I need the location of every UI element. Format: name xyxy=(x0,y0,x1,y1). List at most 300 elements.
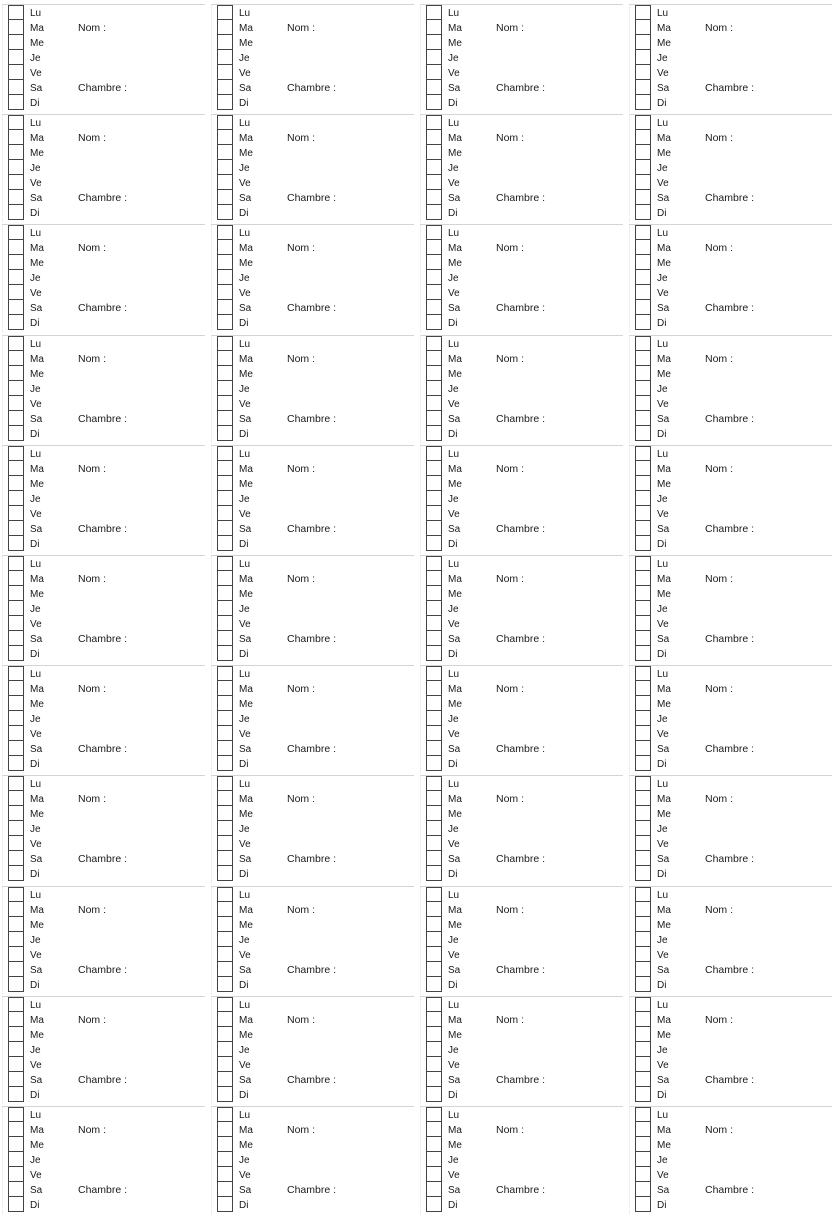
day-checkbox[interactable] xyxy=(9,1057,23,1072)
day-checkbox[interactable] xyxy=(636,1107,650,1122)
day-checkbox[interactable] xyxy=(636,225,650,240)
day-checkbox[interactable] xyxy=(636,1182,650,1197)
day-checkbox[interactable] xyxy=(9,1042,23,1057)
day-checkbox[interactable] xyxy=(427,836,441,851)
day-checkbox[interactable] xyxy=(427,115,441,130)
day-checkbox[interactable] xyxy=(427,50,441,65)
day-checkbox[interactable] xyxy=(9,225,23,240)
day-checkbox[interactable] xyxy=(427,476,441,491)
day-checkbox[interactable] xyxy=(9,741,23,756)
day-checkbox[interactable] xyxy=(427,366,441,381)
day-checkbox[interactable] xyxy=(9,115,23,130)
day-checkbox[interactable] xyxy=(218,866,232,881)
day-checkbox[interactable] xyxy=(9,476,23,491)
day-checkbox[interactable] xyxy=(9,300,23,315)
day-checkbox[interactable] xyxy=(427,411,441,426)
day-checkbox[interactable] xyxy=(427,866,441,881)
day-checkbox[interactable] xyxy=(9,601,23,616)
day-checkbox[interactable] xyxy=(636,145,650,160)
day-checkbox[interactable] xyxy=(9,35,23,50)
day-checkbox[interactable] xyxy=(9,381,23,396)
day-checkbox[interactable] xyxy=(636,726,650,741)
day-checkbox[interactable] xyxy=(636,681,650,696)
day-checkbox[interactable] xyxy=(636,491,650,506)
day-checkbox[interactable] xyxy=(427,1027,441,1042)
day-checkbox[interactable] xyxy=(636,175,650,190)
day-checkbox[interactable] xyxy=(9,336,23,351)
day-checkbox[interactable] xyxy=(9,711,23,726)
day-checkbox[interactable] xyxy=(427,1042,441,1057)
day-checkbox[interactable] xyxy=(218,80,232,95)
day-checkbox[interactable] xyxy=(636,1197,650,1212)
day-checkbox[interactable] xyxy=(218,35,232,50)
day-checkbox[interactable] xyxy=(427,300,441,315)
day-checkbox[interactable] xyxy=(218,65,232,80)
day-checkbox[interactable] xyxy=(427,741,441,756)
day-checkbox[interactable] xyxy=(636,396,650,411)
day-checkbox[interactable] xyxy=(427,446,441,461)
day-checkbox[interactable] xyxy=(9,446,23,461)
day-checkbox[interactable] xyxy=(636,741,650,756)
day-checkbox[interactable] xyxy=(218,601,232,616)
day-checkbox[interactable] xyxy=(427,932,441,947)
day-checkbox[interactable] xyxy=(218,1057,232,1072)
day-checkbox[interactable] xyxy=(9,997,23,1012)
day-checkbox[interactable] xyxy=(636,336,650,351)
day-checkbox[interactable] xyxy=(218,160,232,175)
day-checkbox[interactable] xyxy=(9,1197,23,1212)
day-checkbox[interactable] xyxy=(427,666,441,681)
day-checkbox[interactable] xyxy=(636,902,650,917)
day-checkbox[interactable] xyxy=(427,1072,441,1087)
day-checkbox[interactable] xyxy=(218,205,232,220)
day-checkbox[interactable] xyxy=(218,5,232,20)
day-checkbox[interactable] xyxy=(636,315,650,330)
day-checkbox[interactable] xyxy=(636,806,650,821)
day-checkbox[interactable] xyxy=(9,1072,23,1087)
day-checkbox[interactable] xyxy=(636,270,650,285)
day-checkbox[interactable] xyxy=(427,426,441,441)
day-checkbox[interactable] xyxy=(427,506,441,521)
day-checkbox[interactable] xyxy=(9,411,23,426)
day-checkbox[interactable] xyxy=(218,1027,232,1042)
day-checkbox[interactable] xyxy=(218,1197,232,1212)
day-checkbox[interactable] xyxy=(218,285,232,300)
day-checkbox[interactable] xyxy=(427,130,441,145)
day-checkbox[interactable] xyxy=(218,225,232,240)
day-checkbox[interactable] xyxy=(9,806,23,821)
day-checkbox[interactable] xyxy=(218,586,232,601)
day-checkbox[interactable] xyxy=(427,851,441,866)
day-checkbox[interactable] xyxy=(9,851,23,866)
day-checkbox[interactable] xyxy=(218,130,232,145)
day-checkbox[interactable] xyxy=(9,5,23,20)
day-checkbox[interactable] xyxy=(218,255,232,270)
day-checkbox[interactable] xyxy=(636,696,650,711)
day-checkbox[interactable] xyxy=(427,536,441,551)
day-checkbox[interactable] xyxy=(636,426,650,441)
day-checkbox[interactable] xyxy=(636,160,650,175)
day-checkbox[interactable] xyxy=(218,446,232,461)
day-checkbox[interactable] xyxy=(427,586,441,601)
day-checkbox[interactable] xyxy=(427,240,441,255)
day-checkbox[interactable] xyxy=(9,932,23,947)
day-checkbox[interactable] xyxy=(9,1107,23,1122)
day-checkbox[interactable] xyxy=(427,160,441,175)
day-checkbox[interactable] xyxy=(9,586,23,601)
day-checkbox[interactable] xyxy=(9,521,23,536)
day-checkbox[interactable] xyxy=(9,1027,23,1042)
day-checkbox[interactable] xyxy=(218,396,232,411)
day-checkbox[interactable] xyxy=(9,1087,23,1102)
day-checkbox[interactable] xyxy=(427,175,441,190)
day-checkbox[interactable] xyxy=(636,556,650,571)
day-checkbox[interactable] xyxy=(427,80,441,95)
day-checkbox[interactable] xyxy=(9,426,23,441)
day-checkbox[interactable] xyxy=(9,315,23,330)
day-checkbox[interactable] xyxy=(9,556,23,571)
day-checkbox[interactable] xyxy=(636,791,650,806)
day-checkbox[interactable] xyxy=(218,646,232,661)
day-checkbox[interactable] xyxy=(218,726,232,741)
day-checkbox[interactable] xyxy=(9,726,23,741)
day-checkbox[interactable] xyxy=(9,1182,23,1197)
day-checkbox[interactable] xyxy=(636,366,650,381)
day-checkbox[interactable] xyxy=(218,696,232,711)
day-checkbox[interactable] xyxy=(9,821,23,836)
day-checkbox[interactable] xyxy=(427,1152,441,1167)
day-checkbox[interactable] xyxy=(427,336,441,351)
day-checkbox[interactable] xyxy=(218,806,232,821)
day-checkbox[interactable] xyxy=(427,351,441,366)
day-checkbox[interactable] xyxy=(218,887,232,902)
day-checkbox[interactable] xyxy=(427,902,441,917)
day-checkbox[interactable] xyxy=(9,977,23,992)
day-checkbox[interactable] xyxy=(636,95,650,110)
day-checkbox[interactable] xyxy=(9,145,23,160)
day-checkbox[interactable] xyxy=(636,851,650,866)
day-checkbox[interactable] xyxy=(636,947,650,962)
day-checkbox[interactable] xyxy=(218,381,232,396)
day-checkbox[interactable] xyxy=(9,681,23,696)
day-checkbox[interactable] xyxy=(9,1012,23,1027)
day-checkbox[interactable] xyxy=(427,696,441,711)
day-checkbox[interactable] xyxy=(427,381,441,396)
day-checkbox[interactable] xyxy=(9,616,23,631)
day-checkbox[interactable] xyxy=(218,997,232,1012)
day-checkbox[interactable] xyxy=(9,536,23,551)
day-checkbox[interactable] xyxy=(9,631,23,646)
day-checkbox[interactable] xyxy=(427,1182,441,1197)
day-checkbox[interactable] xyxy=(427,947,441,962)
day-checkbox[interactable] xyxy=(218,756,232,771)
day-checkbox[interactable] xyxy=(218,1042,232,1057)
day-checkbox[interactable] xyxy=(9,947,23,962)
day-checkbox[interactable] xyxy=(9,491,23,506)
day-checkbox[interactable] xyxy=(636,476,650,491)
day-checkbox[interactable] xyxy=(9,396,23,411)
day-checkbox[interactable] xyxy=(427,285,441,300)
day-checkbox[interactable] xyxy=(218,1072,232,1087)
day-checkbox[interactable] xyxy=(636,977,650,992)
day-checkbox[interactable] xyxy=(636,631,650,646)
day-checkbox[interactable] xyxy=(218,741,232,756)
day-checkbox[interactable] xyxy=(9,696,23,711)
day-checkbox[interactable] xyxy=(636,711,650,726)
day-checkbox[interactable] xyxy=(427,315,441,330)
day-checkbox[interactable] xyxy=(427,616,441,631)
day-checkbox[interactable] xyxy=(218,1182,232,1197)
day-checkbox[interactable] xyxy=(427,1137,441,1152)
day-checkbox[interactable] xyxy=(218,681,232,696)
day-checkbox[interactable] xyxy=(636,997,650,1012)
day-checkbox[interactable] xyxy=(427,646,441,661)
day-checkbox[interactable] xyxy=(218,932,232,947)
day-checkbox[interactable] xyxy=(218,711,232,726)
day-checkbox[interactable] xyxy=(427,601,441,616)
day-checkbox[interactable] xyxy=(9,255,23,270)
day-checkbox[interactable] xyxy=(427,1197,441,1212)
day-checkbox[interactable] xyxy=(9,1137,23,1152)
day-checkbox[interactable] xyxy=(218,1167,232,1182)
day-checkbox[interactable] xyxy=(427,1057,441,1072)
day-checkbox[interactable] xyxy=(218,270,232,285)
day-checkbox[interactable] xyxy=(636,130,650,145)
day-checkbox[interactable] xyxy=(427,556,441,571)
day-checkbox[interactable] xyxy=(218,571,232,586)
day-checkbox[interactable] xyxy=(636,1072,650,1087)
day-checkbox[interactable] xyxy=(636,1057,650,1072)
day-checkbox[interactable] xyxy=(427,977,441,992)
day-checkbox[interactable] xyxy=(9,175,23,190)
day-checkbox[interactable] xyxy=(427,997,441,1012)
day-checkbox[interactable] xyxy=(9,95,23,110)
day-checkbox[interactable] xyxy=(636,887,650,902)
day-checkbox[interactable] xyxy=(218,240,232,255)
day-checkbox[interactable] xyxy=(218,175,232,190)
day-checkbox[interactable] xyxy=(427,571,441,586)
day-checkbox[interactable] xyxy=(218,521,232,536)
day-checkbox[interactable] xyxy=(636,1167,650,1182)
day-checkbox[interactable] xyxy=(9,571,23,586)
day-checkbox[interactable] xyxy=(636,917,650,932)
day-checkbox[interactable] xyxy=(427,756,441,771)
day-checkbox[interactable] xyxy=(427,521,441,536)
day-checkbox[interactable] xyxy=(636,521,650,536)
day-checkbox[interactable] xyxy=(9,461,23,476)
day-checkbox[interactable] xyxy=(218,95,232,110)
day-checkbox[interactable] xyxy=(427,396,441,411)
day-checkbox[interactable] xyxy=(218,556,232,571)
day-checkbox[interactable] xyxy=(218,1107,232,1122)
day-checkbox[interactable] xyxy=(218,536,232,551)
day-checkbox[interactable] xyxy=(636,1042,650,1057)
day-checkbox[interactable] xyxy=(427,491,441,506)
day-checkbox[interactable] xyxy=(427,1167,441,1182)
day-checkbox[interactable] xyxy=(9,366,23,381)
day-checkbox[interactable] xyxy=(636,616,650,631)
day-checkbox[interactable] xyxy=(218,491,232,506)
day-checkbox[interactable] xyxy=(636,1152,650,1167)
day-checkbox[interactable] xyxy=(9,902,23,917)
day-checkbox[interactable] xyxy=(427,5,441,20)
day-checkbox[interactable] xyxy=(218,1012,232,1027)
day-checkbox[interactable] xyxy=(218,1137,232,1152)
day-checkbox[interactable] xyxy=(218,115,232,130)
day-checkbox[interactable] xyxy=(427,1087,441,1102)
day-checkbox[interactable] xyxy=(218,300,232,315)
day-checkbox[interactable] xyxy=(636,1137,650,1152)
day-checkbox[interactable] xyxy=(9,866,23,881)
day-checkbox[interactable] xyxy=(636,461,650,476)
day-checkbox[interactable] xyxy=(9,791,23,806)
day-checkbox[interactable] xyxy=(218,411,232,426)
day-checkbox[interactable] xyxy=(9,190,23,205)
day-checkbox[interactable] xyxy=(427,1122,441,1137)
day-checkbox[interactable] xyxy=(636,821,650,836)
day-checkbox[interactable] xyxy=(427,255,441,270)
day-checkbox[interactable] xyxy=(636,1087,650,1102)
day-checkbox[interactable] xyxy=(9,285,23,300)
day-checkbox[interactable] xyxy=(218,616,232,631)
day-checkbox[interactable] xyxy=(636,836,650,851)
day-checkbox[interactable] xyxy=(218,821,232,836)
day-checkbox[interactable] xyxy=(427,65,441,80)
day-checkbox[interactable] xyxy=(218,461,232,476)
day-checkbox[interactable] xyxy=(636,756,650,771)
day-checkbox[interactable] xyxy=(218,962,232,977)
day-checkbox[interactable] xyxy=(636,866,650,881)
day-checkbox[interactable] xyxy=(9,666,23,681)
day-checkbox[interactable] xyxy=(218,1122,232,1137)
day-checkbox[interactable] xyxy=(636,932,650,947)
day-checkbox[interactable] xyxy=(427,917,441,932)
day-checkbox[interactable] xyxy=(636,536,650,551)
day-checkbox[interactable] xyxy=(9,836,23,851)
day-checkbox[interactable] xyxy=(218,315,232,330)
day-checkbox[interactable] xyxy=(9,351,23,366)
day-checkbox[interactable] xyxy=(218,977,232,992)
day-checkbox[interactable] xyxy=(9,20,23,35)
day-checkbox[interactable] xyxy=(636,646,650,661)
day-checkbox[interactable] xyxy=(636,255,650,270)
day-checkbox[interactable] xyxy=(427,95,441,110)
day-checkbox[interactable] xyxy=(636,80,650,95)
day-checkbox[interactable] xyxy=(636,115,650,130)
day-checkbox[interactable] xyxy=(218,631,232,646)
day-checkbox[interactable] xyxy=(636,5,650,20)
day-checkbox[interactable] xyxy=(218,836,232,851)
day-checkbox[interactable] xyxy=(218,1152,232,1167)
day-checkbox[interactable] xyxy=(9,80,23,95)
day-checkbox[interactable] xyxy=(636,65,650,80)
day-checkbox[interactable] xyxy=(9,1152,23,1167)
day-checkbox[interactable] xyxy=(427,35,441,50)
day-checkbox[interactable] xyxy=(218,917,232,932)
day-checkbox[interactable] xyxy=(9,65,23,80)
day-checkbox[interactable] xyxy=(9,240,23,255)
day-checkbox[interactable] xyxy=(427,631,441,646)
day-checkbox[interactable] xyxy=(9,50,23,65)
day-checkbox[interactable] xyxy=(218,902,232,917)
day-checkbox[interactable] xyxy=(636,240,650,255)
day-checkbox[interactable] xyxy=(427,1107,441,1122)
day-checkbox[interactable] xyxy=(218,947,232,962)
day-checkbox[interactable] xyxy=(636,586,650,601)
day-checkbox[interactable] xyxy=(636,20,650,35)
day-checkbox[interactable] xyxy=(636,571,650,586)
day-checkbox[interactable] xyxy=(427,791,441,806)
day-checkbox[interactable] xyxy=(636,446,650,461)
day-checkbox[interactable] xyxy=(218,776,232,791)
day-checkbox[interactable] xyxy=(636,190,650,205)
day-checkbox[interactable] xyxy=(636,601,650,616)
day-checkbox[interactable] xyxy=(218,190,232,205)
day-checkbox[interactable] xyxy=(9,270,23,285)
day-checkbox[interactable] xyxy=(9,756,23,771)
day-checkbox[interactable] xyxy=(9,205,23,220)
day-checkbox[interactable] xyxy=(427,205,441,220)
day-checkbox[interactable] xyxy=(427,145,441,160)
day-checkbox[interactable] xyxy=(218,791,232,806)
day-checkbox[interactable] xyxy=(9,130,23,145)
day-checkbox[interactable] xyxy=(636,962,650,977)
day-checkbox[interactable] xyxy=(636,1122,650,1137)
day-checkbox[interactable] xyxy=(218,336,232,351)
day-checkbox[interactable] xyxy=(218,666,232,681)
day-checkbox[interactable] xyxy=(427,711,441,726)
day-checkbox[interactable] xyxy=(636,1012,650,1027)
day-checkbox[interactable] xyxy=(218,426,232,441)
day-checkbox[interactable] xyxy=(218,506,232,521)
day-checkbox[interactable] xyxy=(636,1027,650,1042)
day-checkbox[interactable] xyxy=(636,351,650,366)
day-checkbox[interactable] xyxy=(636,35,650,50)
day-checkbox[interactable] xyxy=(636,285,650,300)
day-checkbox[interactable] xyxy=(636,381,650,396)
day-checkbox[interactable] xyxy=(636,50,650,65)
day-checkbox[interactable] xyxy=(9,1122,23,1137)
day-checkbox[interactable] xyxy=(427,225,441,240)
day-checkbox[interactable] xyxy=(427,887,441,902)
day-checkbox[interactable] xyxy=(9,1167,23,1182)
day-checkbox[interactable] xyxy=(427,776,441,791)
day-checkbox[interactable] xyxy=(9,962,23,977)
day-checkbox[interactable] xyxy=(427,20,441,35)
day-checkbox[interactable] xyxy=(218,851,232,866)
day-checkbox[interactable] xyxy=(9,776,23,791)
day-checkbox[interactable] xyxy=(636,506,650,521)
day-checkbox[interactable] xyxy=(9,917,23,932)
day-checkbox[interactable] xyxy=(218,351,232,366)
day-checkbox[interactable] xyxy=(218,145,232,160)
day-checkbox[interactable] xyxy=(218,366,232,381)
day-checkbox[interactable] xyxy=(9,887,23,902)
day-checkbox[interactable] xyxy=(427,190,441,205)
day-checkbox[interactable] xyxy=(427,461,441,476)
day-checkbox[interactable] xyxy=(636,666,650,681)
day-checkbox[interactable] xyxy=(427,681,441,696)
day-checkbox[interactable] xyxy=(218,1087,232,1102)
day-checkbox[interactable] xyxy=(9,160,23,175)
day-checkbox[interactable] xyxy=(636,411,650,426)
day-checkbox[interactable] xyxy=(427,726,441,741)
day-checkbox[interactable] xyxy=(636,205,650,220)
day-checkbox[interactable] xyxy=(9,646,23,661)
day-checkbox[interactable] xyxy=(427,962,441,977)
day-checkbox[interactable] xyxy=(636,300,650,315)
day-checkbox[interactable] xyxy=(218,20,232,35)
